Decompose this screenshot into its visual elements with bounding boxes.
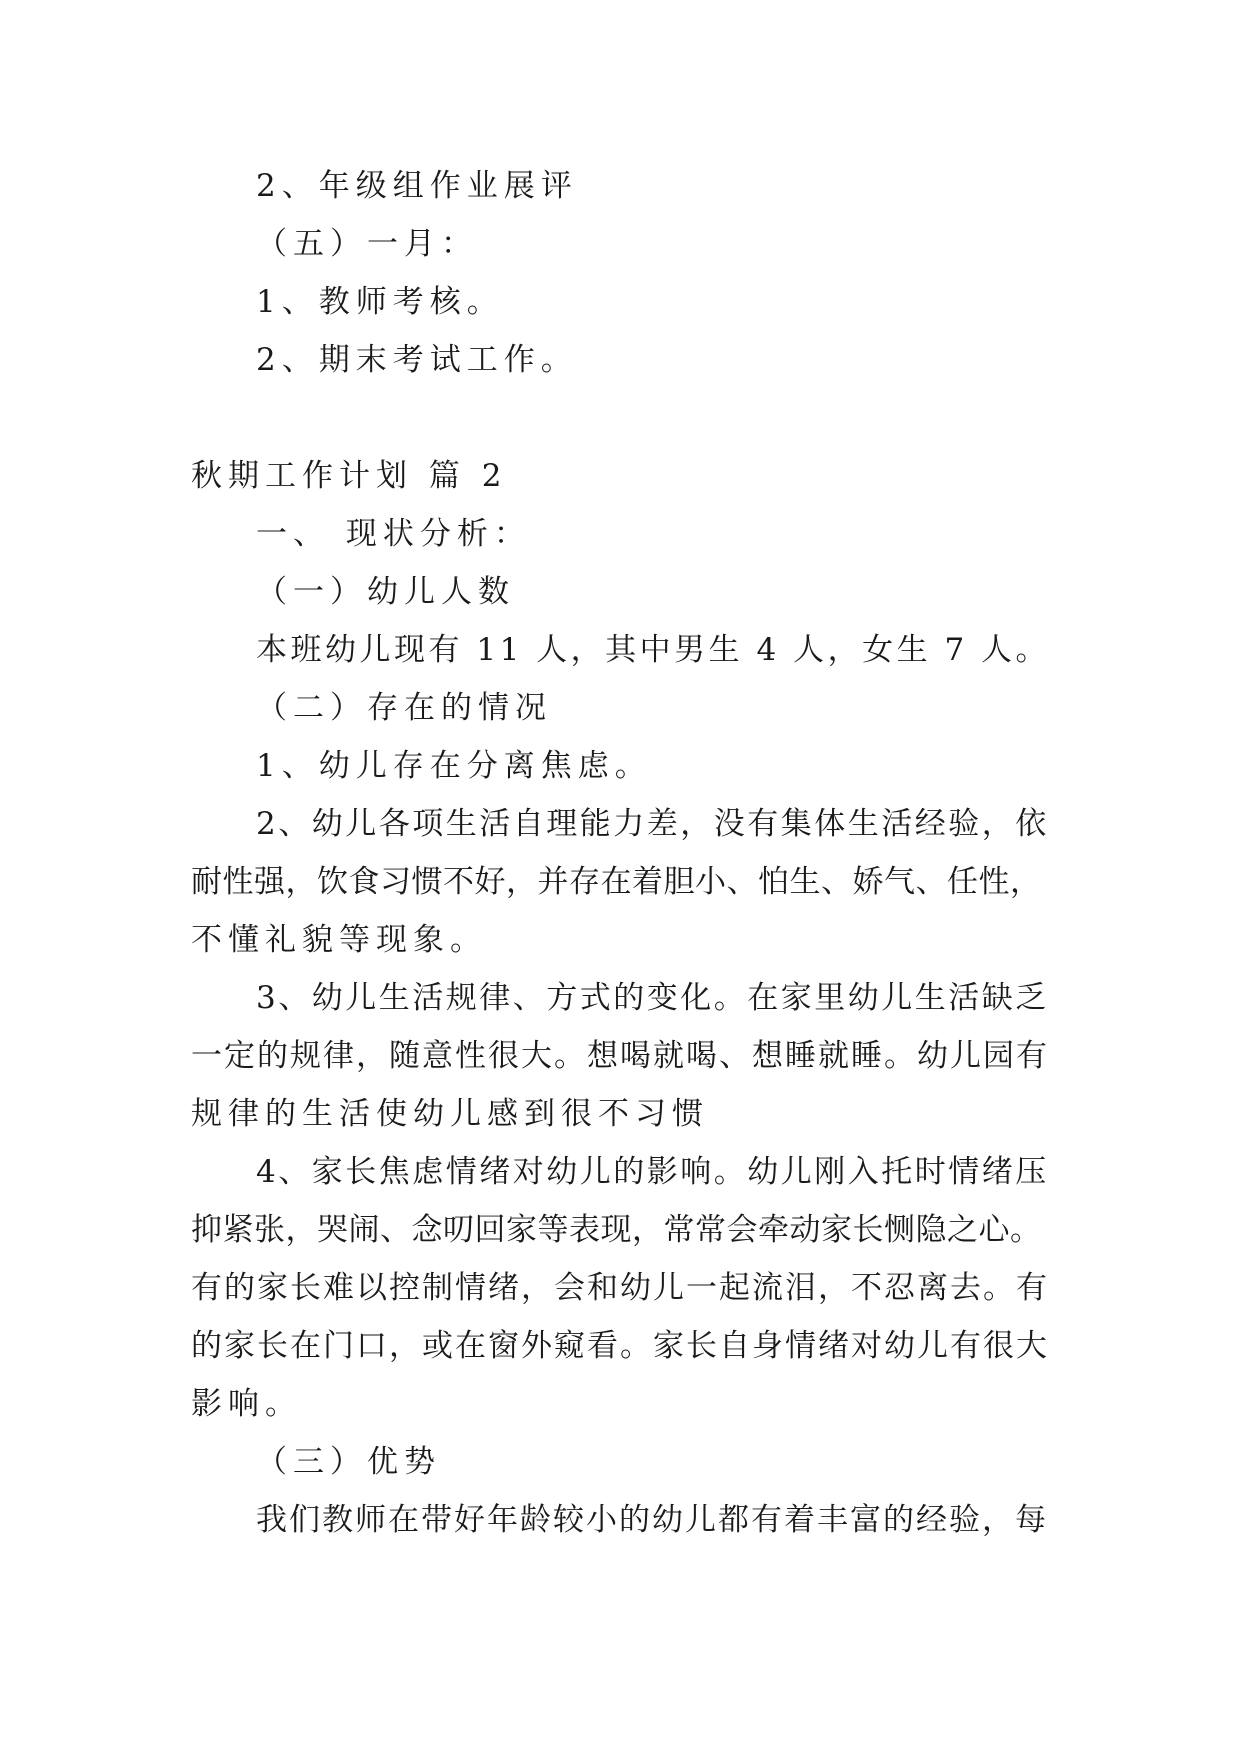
- paragraph-routine-line-1: 3、幼儿生活规律、方式的变化。在家里幼儿生活缺乏: [256, 980, 1049, 1016]
- paragraph-self-care-line-3: 不懂礼貌等现象。: [191, 922, 487, 958]
- paragraph-advantages-line-1: 我们教师在带好年龄较小的幼儿都有着丰富的经验，每: [256, 1502, 1048, 1538]
- paragraph-parent-anxiety-line-1: 4、家长焦虑情绪对幼儿的影响。幼儿刚入托时情绪压: [256, 1154, 1049, 1190]
- subheading-advantages: （三）优势: [256, 1444, 441, 1480]
- paragraph-parent-anxiety-line-5: 影响。: [191, 1386, 302, 1422]
- subheading-january: （五）一月：: [256, 226, 478, 262]
- paragraph-parent-anxiety-line-2: 抑紧张，哭闹、念叨回家等表现，常常会牵动家长恻隐之心。: [191, 1212, 1042, 1248]
- paragraph-routine-line-2: 一定的规律，随意性很大。想喝就喝、想睡就睡。幼儿园有: [191, 1038, 1049, 1074]
- list-item-final-exam-work: 2、期末考试工作。: [256, 342, 578, 378]
- list-item-separation-anxiety: 1、幼儿存在分离焦虑。: [256, 748, 652, 784]
- paragraph-routine-line-3: 规律的生活使幼儿感到很不习惯: [191, 1096, 709, 1132]
- paragraph-parent-anxiety-line-4: 的家长在门口，或在窗外窥看。家长自身情绪对幼儿有很大: [191, 1328, 1049, 1364]
- subheading-existing-situation: （二）存在的情况: [256, 690, 552, 726]
- list-item-grade-homework-review: 2、年级组作业展评: [256, 168, 578, 204]
- section-title: 秋期工作计划 篇 2: [191, 458, 508, 494]
- paragraph-self-care-line-2: 耐性强，饮食习惯不好，并存在着胆小、怕生、娇气、任性，: [191, 864, 1042, 900]
- heading-status-analysis: 一、 现状分析：: [256, 516, 531, 552]
- paragraph-child-count: 本班幼儿现有 11 人，其中男生 4 人，女生 7 人。: [256, 632, 1051, 668]
- paragraph-self-care-line-1: 2、幼儿各项生活自理能力差，没有集体生活经验，依: [256, 806, 1049, 842]
- paragraph-parent-anxiety-line-3: 有的家长难以控制情绪，会和幼儿一起流泪，不忍离去。有: [191, 1270, 1049, 1306]
- list-item-teacher-assessment: 1、教师考核。: [256, 284, 504, 320]
- subheading-child-count: （一）幼儿人数: [256, 574, 515, 610]
